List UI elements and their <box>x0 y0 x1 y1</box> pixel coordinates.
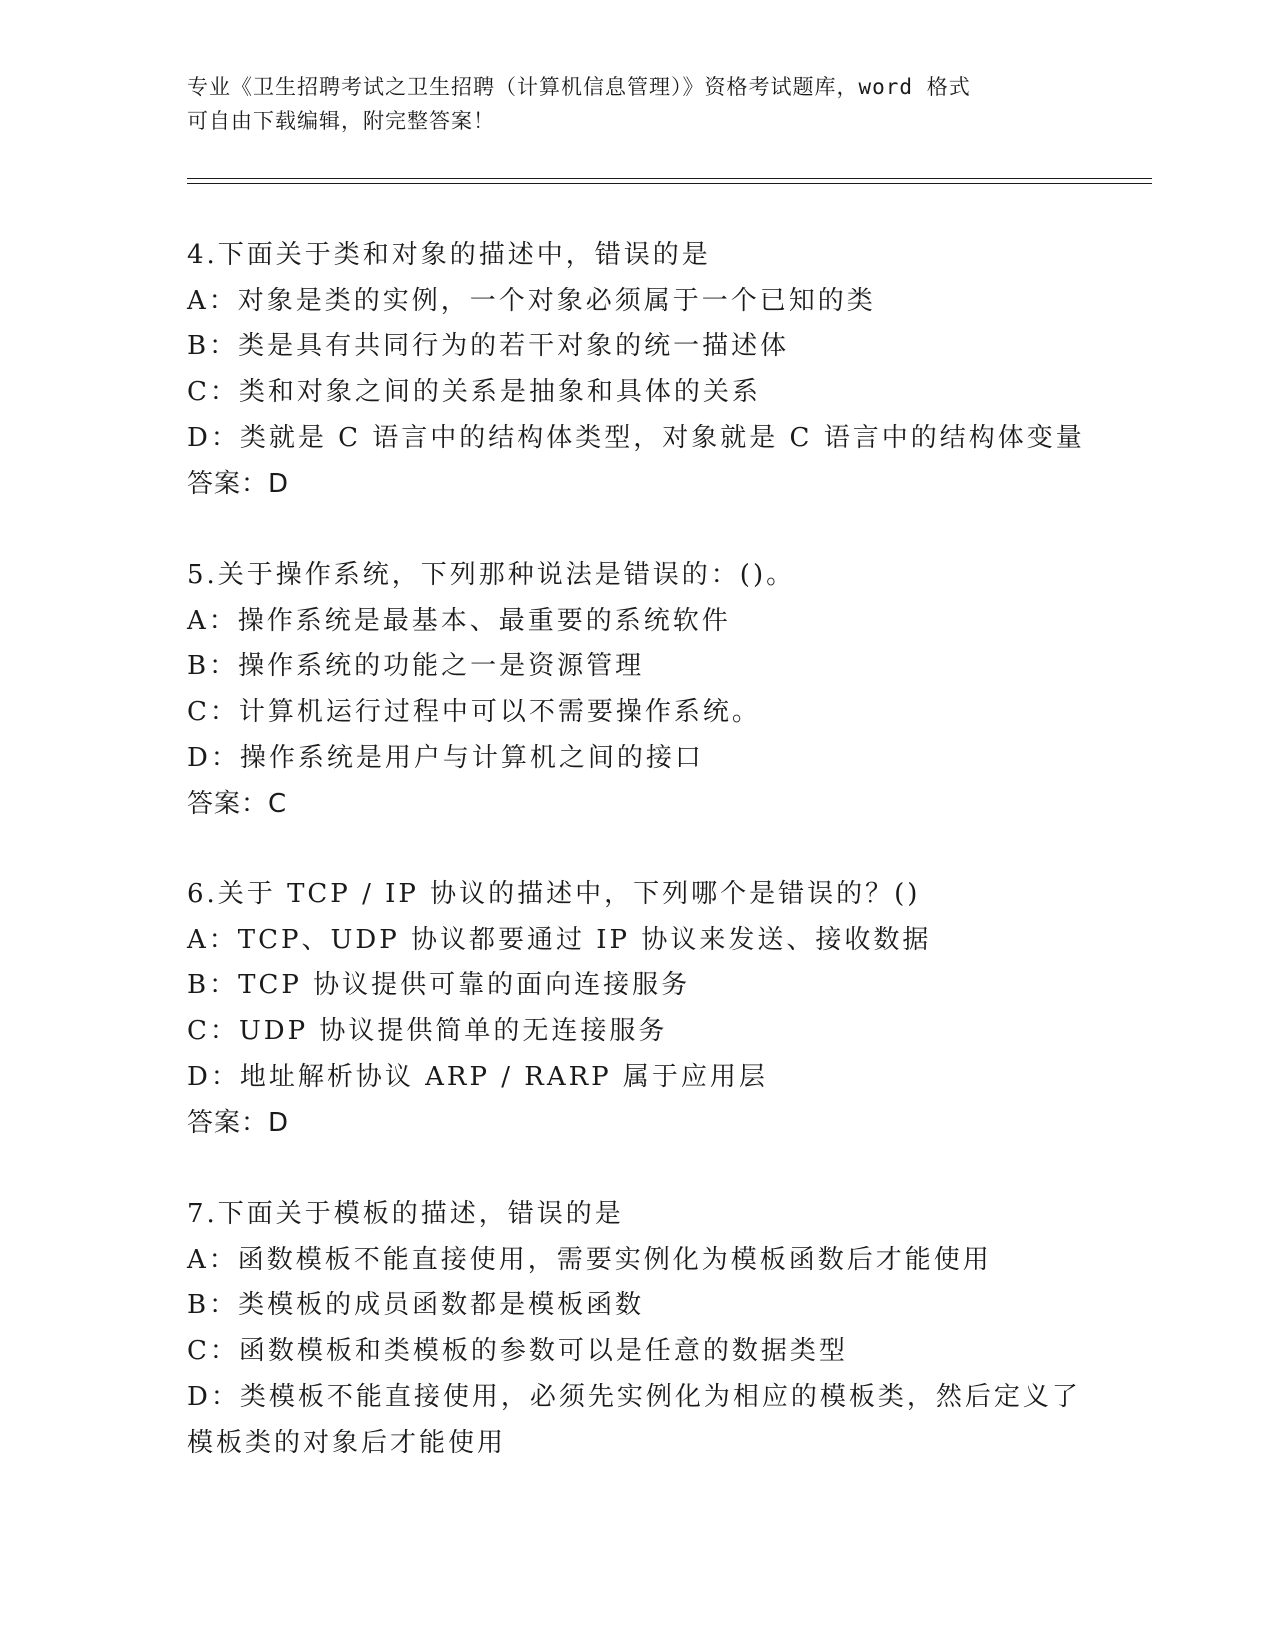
header-line-1: 专业《卫生招聘考试之卫生招聘（计算机信息管理）》资格考试题库，word 格式 <box>187 75 971 99</box>
option-a: A：TCP、UDP 协议都要通过 IP 协议来发送、接收数据 <box>187 924 932 955</box>
option-c: C：函数模板和类模板的参数可以是任意的数据类型 <box>187 1336 848 1367</box>
option-c: C：计算机运行过程中可以不需要操作系统。 <box>187 697 761 728</box>
option-b: B：类是具有共同行为的若干对象的统一描述体 <box>187 331 790 362</box>
option-b: B：TCP 协议提供可靠的面向连接服务 <box>187 970 691 1001</box>
question-5 <box>187 553 1087 827</box>
option-d: D：操作系统是用户与计算机之间的接口 <box>187 742 704 773</box>
answer: 答案：D <box>187 468 290 499</box>
option-b: B：操作系统的功能之一是资源管理 <box>187 651 645 682</box>
question-7 <box>187 1192 1087 1466</box>
option-d: D：类就是 C 语言中的结构体类型，对象就是 C 语言中的结构体变量 <box>187 422 1085 453</box>
document-header <box>187 70 1067 138</box>
option-c: C：类和对象之间的关系是抽象和具体的关系 <box>187 377 761 408</box>
answer: 答案：C <box>187 788 288 819</box>
question-stem: 4.下面关于类和对象的描述中，错误的是 <box>187 240 711 270</box>
option-d: D：类模板不能直接使用，必须先实例化为相应的模板类，然后定义了模板类的对象后才能使用 <box>187 1381 1081 1458</box>
header-divider-top <box>187 178 1152 179</box>
question-6 <box>187 872 1087 1146</box>
header-line-2: 可自由下载编辑，附完整答案！ <box>187 109 495 133</box>
question-stem: 6.关于 TCP / IP 协议的描述中，下列哪个是错误的？() <box>187 879 921 909</box>
question-4 <box>187 233 1087 507</box>
option-a: A：操作系统是最基本、最重要的系统软件 <box>187 605 731 636</box>
option-c: C：UDP 协议提供简单的无连接服务 <box>187 1016 668 1047</box>
option-a: A：函数模板不能直接使用，需要实例化为模板函数后才能使用 <box>187 1244 992 1275</box>
option-d: D：地址解析协议 ARP / RARP 属于应用层 <box>187 1061 768 1092</box>
question-stem: 5.关于操作系统，下列那种说法是错误的：()。 <box>187 560 796 590</box>
option-b: B：类模板的成员函数都是模板函数 <box>187 1290 645 1321</box>
question-stem: 7.下面关于模板的描述，错误的是 <box>187 1199 624 1229</box>
option-a: A：对象是类的实例，一个对象必须属于一个已知的类 <box>187 285 876 316</box>
answer: 答案：D <box>187 1107 290 1138</box>
header-divider-bottom <box>187 183 1152 184</box>
